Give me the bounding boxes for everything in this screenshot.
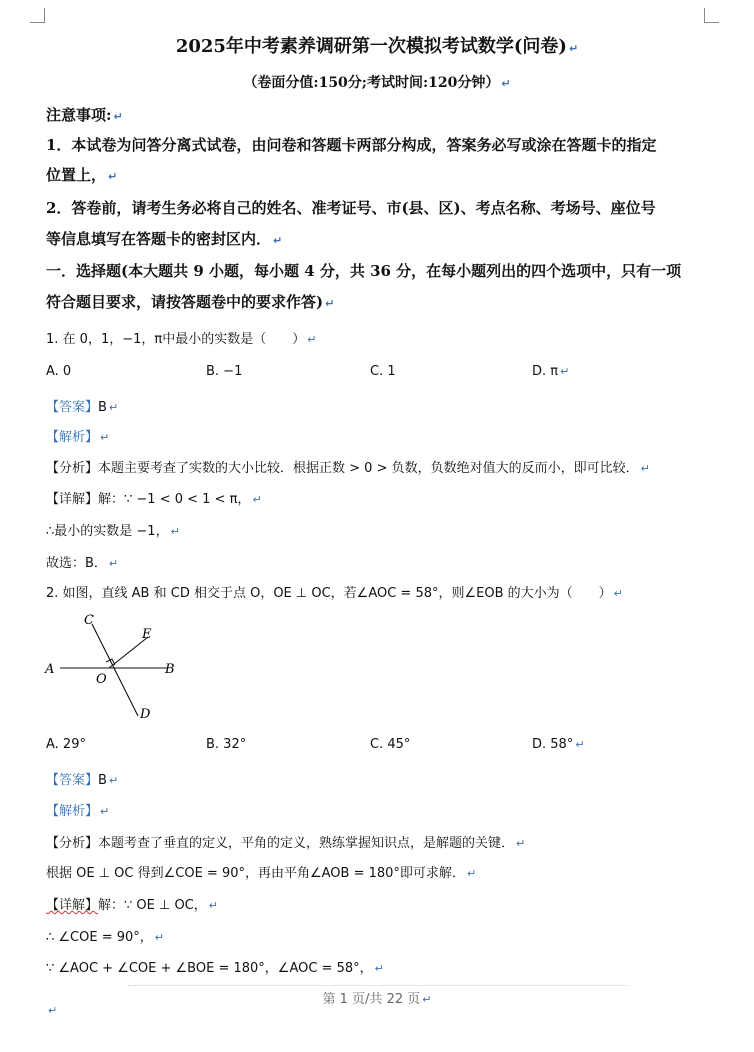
page-corner-mark-top-right: [704, 8, 719, 23]
paragraph-mark: ↵: [48, 1004, 58, 1017]
q2-figure: [40, 612, 200, 724]
label-c: C: [84, 613, 94, 628]
section-heading-cont: 符合题目要求，请按答题卷中的要求作答) ↵: [46, 293, 335, 311]
q2-option-b: B. 32°: [206, 737, 247, 752]
q2-option-c: C. 45°: [370, 737, 411, 752]
q2-option-d: D. 58° ↵: [532, 737, 585, 752]
q1-stem: 1. 在 0，1，−1，π中最小的实数是（ ） ↵: [46, 332, 317, 347]
notice-item-2-cont: 等信息填写在答题卡的密封区内． ↵: [46, 230, 283, 248]
q1-option-c: C. 1: [370, 364, 396, 379]
section-heading: 一．选择题(本大题共 9 小题，每小题 4 分，共 36 分，在每小题列出的四个选项中，只有一项: [46, 262, 682, 280]
label-e: E: [142, 627, 152, 642]
q1-option-d: D. π ↵: [532, 364, 570, 379]
q1-step2: ∴最小的实数是 −1， ↵: [46, 524, 180, 539]
label-b: B: [165, 662, 175, 677]
exam-title: 2025年中考素养调研第一次模拟考试数学(问卷) ↵: [175, 36, 579, 57]
q2-jiexi: 【解析】 ↵: [46, 804, 110, 819]
q2-basis: 根据 OE ⊥ OC 得到∠COE = 90°，再由平角∠AOB = 180°即可求解． ↵: [46, 866, 477, 881]
q2-answer: 【答案】B ↵: [46, 773, 119, 788]
notice-item-1: 1．本试卷为问答分离式试卷，由问卷和答题卡两部分构成，答案务必写或涂在答题卡的指定: [46, 136, 657, 154]
q1-jiexi: 【解析】 ↵: [46, 430, 110, 445]
q2-step3: ∵ ∠AOC + ∠COE + ∠BOE = 180°，∠AOC = 58°， ↵: [46, 961, 384, 976]
exam-subtitle: （卷面分值:150分;考试时间:120分钟） ↵: [243, 75, 511, 91]
q1-fenxi: 【分析】本题主要考查了实数的大小比较．根据正数 > 0 > 负数，负数绝对值大的反而小，即可比较． ↵: [46, 461, 650, 476]
q1-conclusion: 故选：B． ↵: [46, 556, 119, 571]
q1-option-b: B. −1: [206, 364, 243, 379]
label-a: A: [45, 662, 55, 677]
page-corner-mark-top-left: [30, 8, 45, 23]
q2-xiangjie: 【详解】解：∵ OE ⊥ OC， ↵: [46, 898, 218, 913]
line-cd: [92, 624, 138, 716]
notice-item-2: 2．答卷前，请考生务必将自己的姓名、准考证号、市(县、区)、考点名称、考场号、座位号: [46, 199, 656, 217]
q1-option-a: A. 0: [46, 364, 72, 379]
footer-divider: [128, 985, 628, 986]
q2-fenxi: 【分析】本题考查了垂直的定义，平角的定义，熟练掌握知识点，是解题的关键． ↵: [46, 836, 526, 851]
q1-xiangjie: 【详解】解：∵ −1 < 0 < 1 < π， ↵: [46, 492, 262, 507]
label-d: D: [140, 707, 151, 722]
notice-heading: 注意事项: ↵: [46, 106, 123, 124]
page-footer: 第 1 页/共 22 页 ↵: [322, 992, 432, 1007]
q2-stem: 2. 如图，直线 AB 和 CD 相交于点 O，OE ⊥ OC，若∠AOC = 58°，则∠EOB 的大小为（ ） ↵: [46, 586, 623, 601]
label-o: O: [96, 672, 107, 687]
q2-step2: ∴ ∠COE = 90°， ↵: [46, 930, 164, 945]
q1-answer: 【答案】B ↵: [46, 400, 119, 415]
notice-item-1-cont: 位置上， ↵: [46, 166, 118, 184]
q2-option-a: A. 29°: [46, 737, 86, 752]
